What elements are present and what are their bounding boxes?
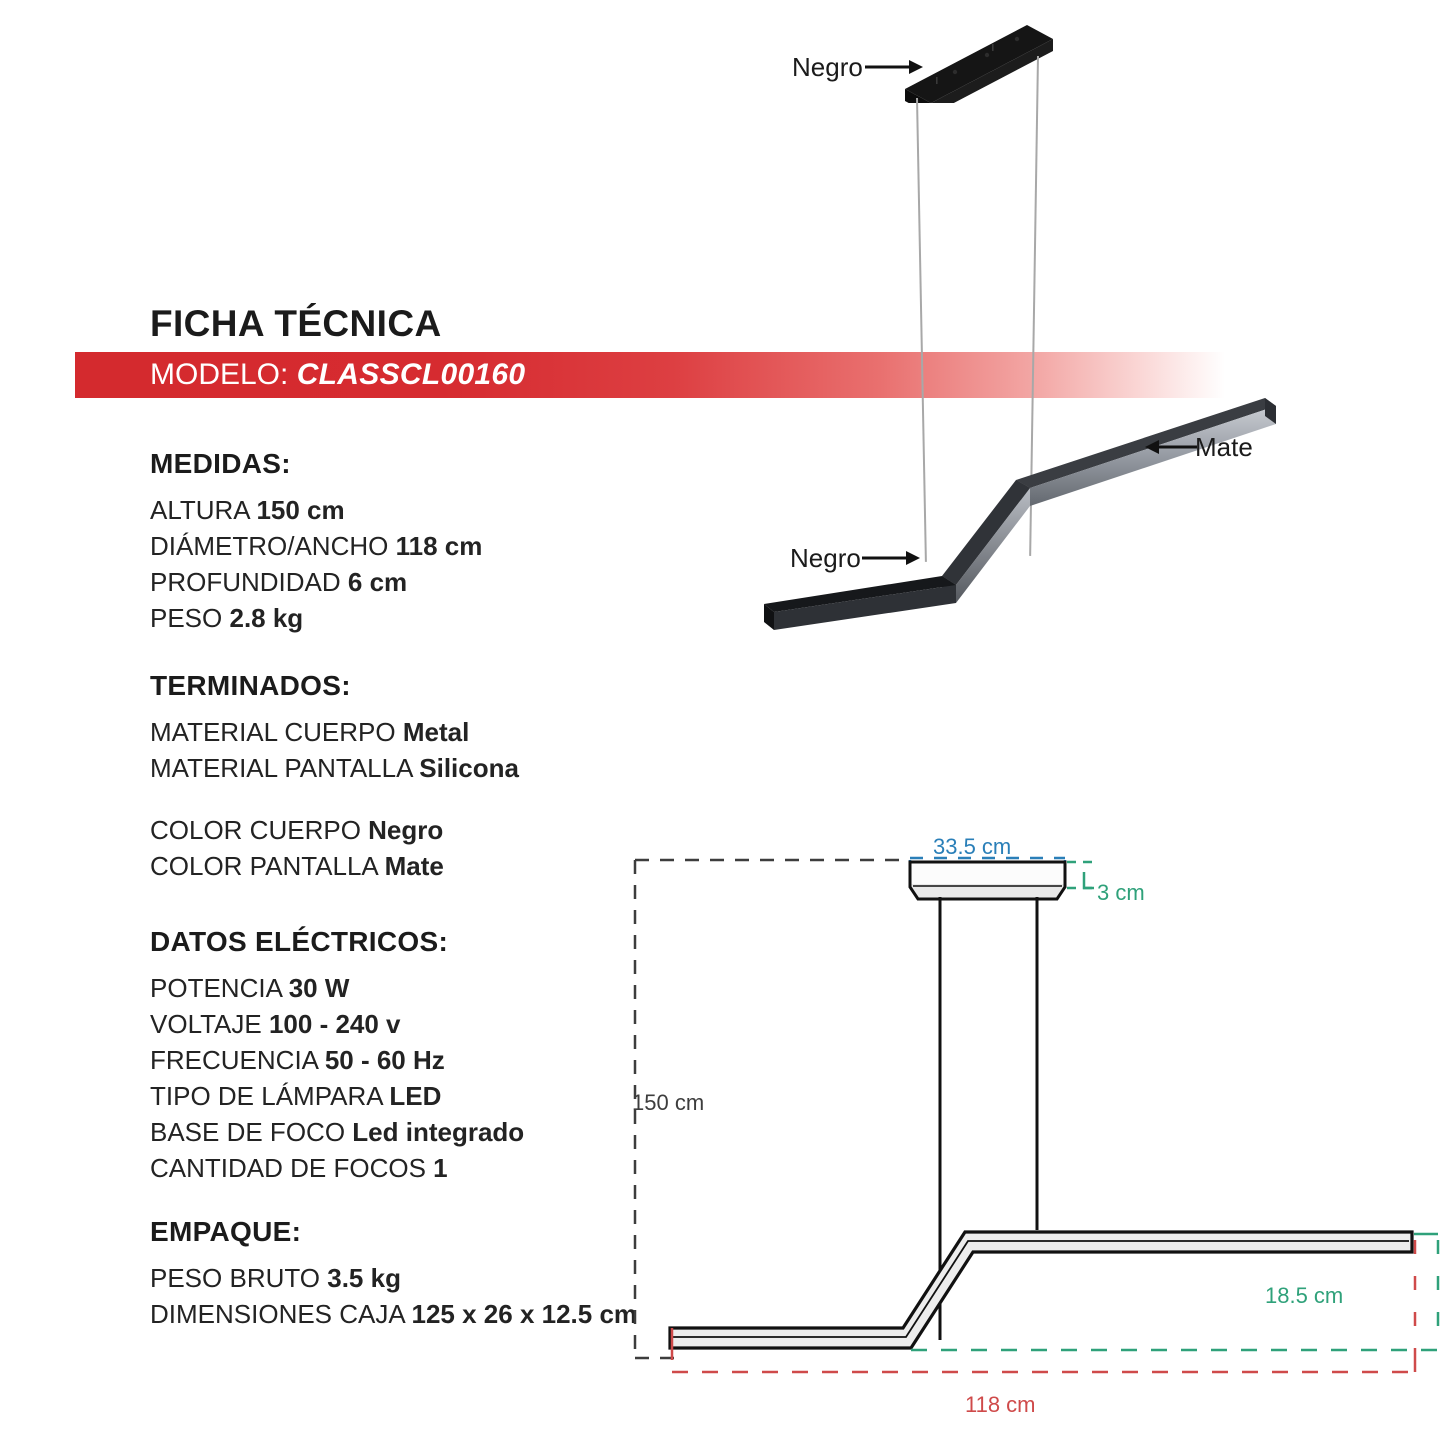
callout-label-shade: Mate <box>1195 432 1253 462</box>
spec-value: Negro <box>368 815 444 845</box>
spec-value: 6 cm <box>347 567 408 597</box>
spec-label: TIPO DE LÁMPARA <box>150 1081 383 1111</box>
dimension-label-total-width: 118 cm <box>965 1392 1036 1417</box>
section-datos-electricos <box>150 926 524 1186</box>
spec-row <box>150 1260 637 1296</box>
section-empaque <box>150 1216 637 1332</box>
spec-row <box>150 1078 524 1114</box>
spec-row <box>150 1042 524 1078</box>
section-heading-terminados: TERMINADOS: <box>150 670 351 701</box>
spec-value: 118 cm <box>395 531 483 561</box>
dimension-diagram-svg <box>610 800 1445 1445</box>
spec-label: CANTIDAD DE FOCOS <box>150 1153 426 1183</box>
spec-row <box>150 970 524 1006</box>
callout-label-body: Negro <box>790 543 861 573</box>
spec-label: ALTURA <box>150 495 250 525</box>
spec-value: 30 W <box>288 973 350 1003</box>
spec-value: Led integrado <box>352 1117 525 1147</box>
spec-value: 125 x 26 x 12.5 cm <box>411 1299 638 1329</box>
spec-label: MATERIAL CUERPO <box>150 717 396 747</box>
callout-label-canopy: Negro <box>792 52 863 82</box>
spec-value: 3.5 kg <box>327 1263 401 1293</box>
canopy-height-dimension <box>1067 862 1098 888</box>
callout-arrow-left-icon <box>1145 438 1197 456</box>
spec-label: DIÁMETRO/ANCHO <box>150 531 389 561</box>
spec-label: VOLTAJE <box>150 1009 262 1039</box>
spec-row <box>150 1296 637 1332</box>
model-prefix-label: MODELO: <box>150 358 289 391</box>
product-photo <box>740 0 1445 660</box>
spec-label: PESO BRUTO <box>150 1263 321 1293</box>
spec-row <box>150 528 482 564</box>
spec-row <box>150 714 519 750</box>
callout-arrow-right-icon <box>862 549 920 567</box>
spec-label: MATERIAL PANTALLA <box>150 753 413 783</box>
section-heading-empaque: EMPAQUE: <box>150 1216 302 1247</box>
section-medidas <box>150 448 482 636</box>
spec-label: COLOR CUERPO <box>150 815 361 845</box>
spec-value: 2.8 kg <box>229 603 304 633</box>
spec-row <box>150 492 482 528</box>
spec-row <box>150 564 482 600</box>
dimension-label-canopy-height: 3 cm <box>1097 880 1145 905</box>
spec-value: 150 cm <box>256 495 345 525</box>
spec-label: PROFUNDIDAD <box>150 567 341 597</box>
spec-value: 1 <box>433 1153 448 1183</box>
model-code: CLASSCL00160 <box>296 358 526 391</box>
section-terminados <box>150 670 519 884</box>
drop-height-dimension <box>1414 1234 1438 1360</box>
spec-value: LED <box>389 1081 442 1111</box>
spec-row <box>150 812 519 848</box>
dimension-label-total-height: 150 cm <box>632 1090 705 1115</box>
spec-row <box>150 848 519 884</box>
model-banner-text <box>150 358 525 392</box>
spec-label: DIMENSIONES CAJA <box>150 1299 405 1329</box>
spec-label: POTENCIA <box>150 973 282 1003</box>
canopy-profile <box>910 862 1065 899</box>
spec-value: Silicona <box>419 753 519 783</box>
spec-value: 50 - 60 Hz <box>324 1045 445 1075</box>
spec-row <box>150 1114 524 1150</box>
technical-dimension-drawing <box>610 800 1445 1445</box>
page-title: FICHA TÉCNICA <box>150 303 442 344</box>
spec-row <box>150 1150 524 1186</box>
spec-label: BASE DE FOCO <box>150 1117 346 1147</box>
lamp-body-3d <box>760 380 1280 630</box>
spec-value: Metal <box>402 717 470 747</box>
spec-label: COLOR PANTALLA <box>150 851 378 881</box>
section-heading-medidas: MEDIDAS: <box>150 448 291 479</box>
spec-row <box>150 1006 524 1042</box>
spec-label: PESO <box>150 603 223 633</box>
dimension-label-canopy-width: 33.5 cm <box>933 834 1012 859</box>
spec-row <box>150 600 482 636</box>
spec-value: 100 - 240 v <box>268 1009 401 1039</box>
spec-value: Mate <box>384 851 444 881</box>
callout-arrow-right-icon <box>865 58 923 76</box>
dimension-label-drop-height: 18.5 cm <box>1265 1283 1344 1308</box>
spec-row <box>150 750 519 786</box>
spec-label: FRECUENCIA <box>150 1045 318 1075</box>
section-heading-electricos: DATOS ELÉCTRICOS: <box>150 926 449 957</box>
spacer <box>150 786 519 812</box>
